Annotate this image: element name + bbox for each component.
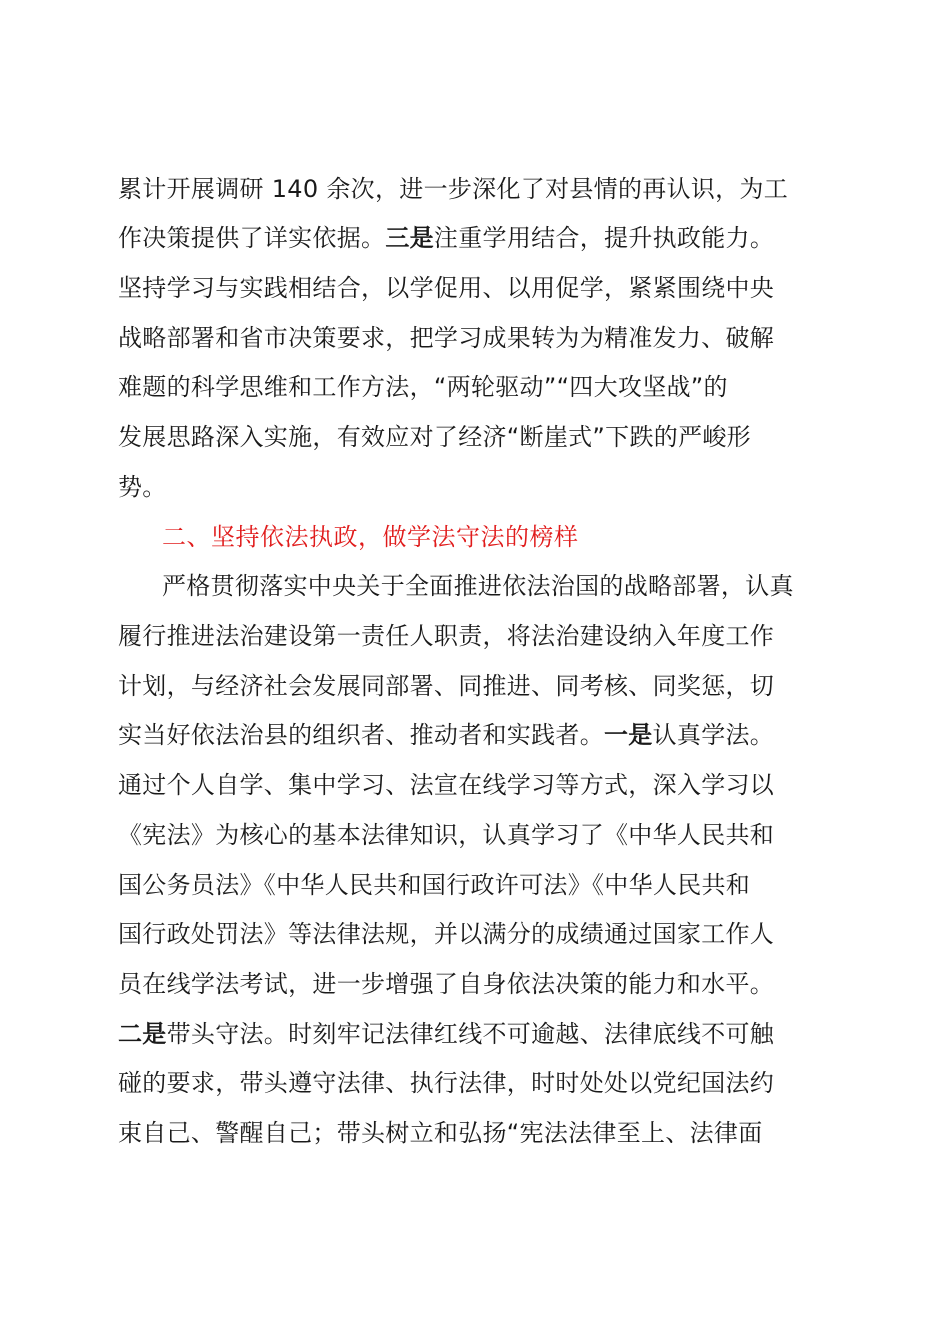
paragraph-line — [118, 1018, 774, 1050]
paragraph-line: 员在线学法考试，进一步增强了自身依法决策的能力和水平。 — [118, 970, 775, 998]
paragraph-line: 国公务员法》《中华人民共和国行政许可法》《中华人民共和 — [118, 871, 751, 899]
paragraph-text: 实当好依法治县的组织者、推动者和实践者。 — [118, 721, 604, 749]
paragraph-line: 束自己、警醒自己；带头树立和弘扬“宪法法律至上、法律面 — [118, 1119, 763, 1147]
section-heading: 二、坚持依法执政，做学法守法的榜样 — [162, 523, 579, 551]
paragraph-line: 难题的科学思维和工作方法，“两轮驱动”“四大攻坚战”的 — [118, 373, 728, 401]
paragraph-line: 坚持学习与实践相结合，以学促用、以用促学，紧紧围绕中央 — [118, 274, 775, 302]
paragraph-text: 认真学法。 — [652, 721, 775, 749]
paragraph-line: 累计开展调研 140 余次，进一步深化了对县情的再认识，为工 — [118, 175, 789, 203]
bold-lead-in: 三是 — [385, 224, 434, 252]
paragraph-text: 带头守法。时刻牢记法律红线不可逾越、法律底线不可触 — [166, 1020, 775, 1048]
paragraph-line: 碰的要求，带头遵守法律、执行法律，时时处处以党纪国法约 — [118, 1069, 775, 1097]
paragraph-line: 计划，与经济社会发展同部署、同推进、同考核、同奖惩，切 — [118, 672, 775, 700]
paragraph-line — [118, 719, 774, 751]
paragraph-line: 势。 — [118, 473, 167, 501]
bold-lead-in: 二是 — [118, 1020, 167, 1048]
paragraph-line: 国行政处罚法》等法律法规，并以满分的成绩通过国家工作人 — [118, 920, 775, 948]
paragraph-line: 严格贯彻落实中央关于全面推进依法治国的战略部署，认真 — [162, 572, 794, 600]
paragraph-line: 通过个人自学、集中学习、法宣在线学习等方式，深入学习以 — [118, 771, 775, 799]
paragraph-line: 战略部署和省市决策要求，把学习成果转为为精准发力、破解 — [118, 324, 775, 352]
paragraph-text: 作决策提供了详实依据。 — [118, 224, 386, 252]
paragraph-line: 发展思路深入实施，有效应对了经济“断崖式”下跌的严峻形 — [118, 423, 751, 451]
paragraph-text: 注重学用结合，提升执政能力。 — [433, 224, 775, 252]
bold-lead-in: 一是 — [604, 721, 653, 749]
paragraph-line — [118, 222, 774, 254]
paragraph-line: 《宪法》为核心的基本法律知识，认真学习了《中华人民共和 — [118, 821, 775, 849]
paragraph-line: 履行推进法治建设第一责任人职责，将法治建设纳入年度工作 — [118, 622, 775, 650]
